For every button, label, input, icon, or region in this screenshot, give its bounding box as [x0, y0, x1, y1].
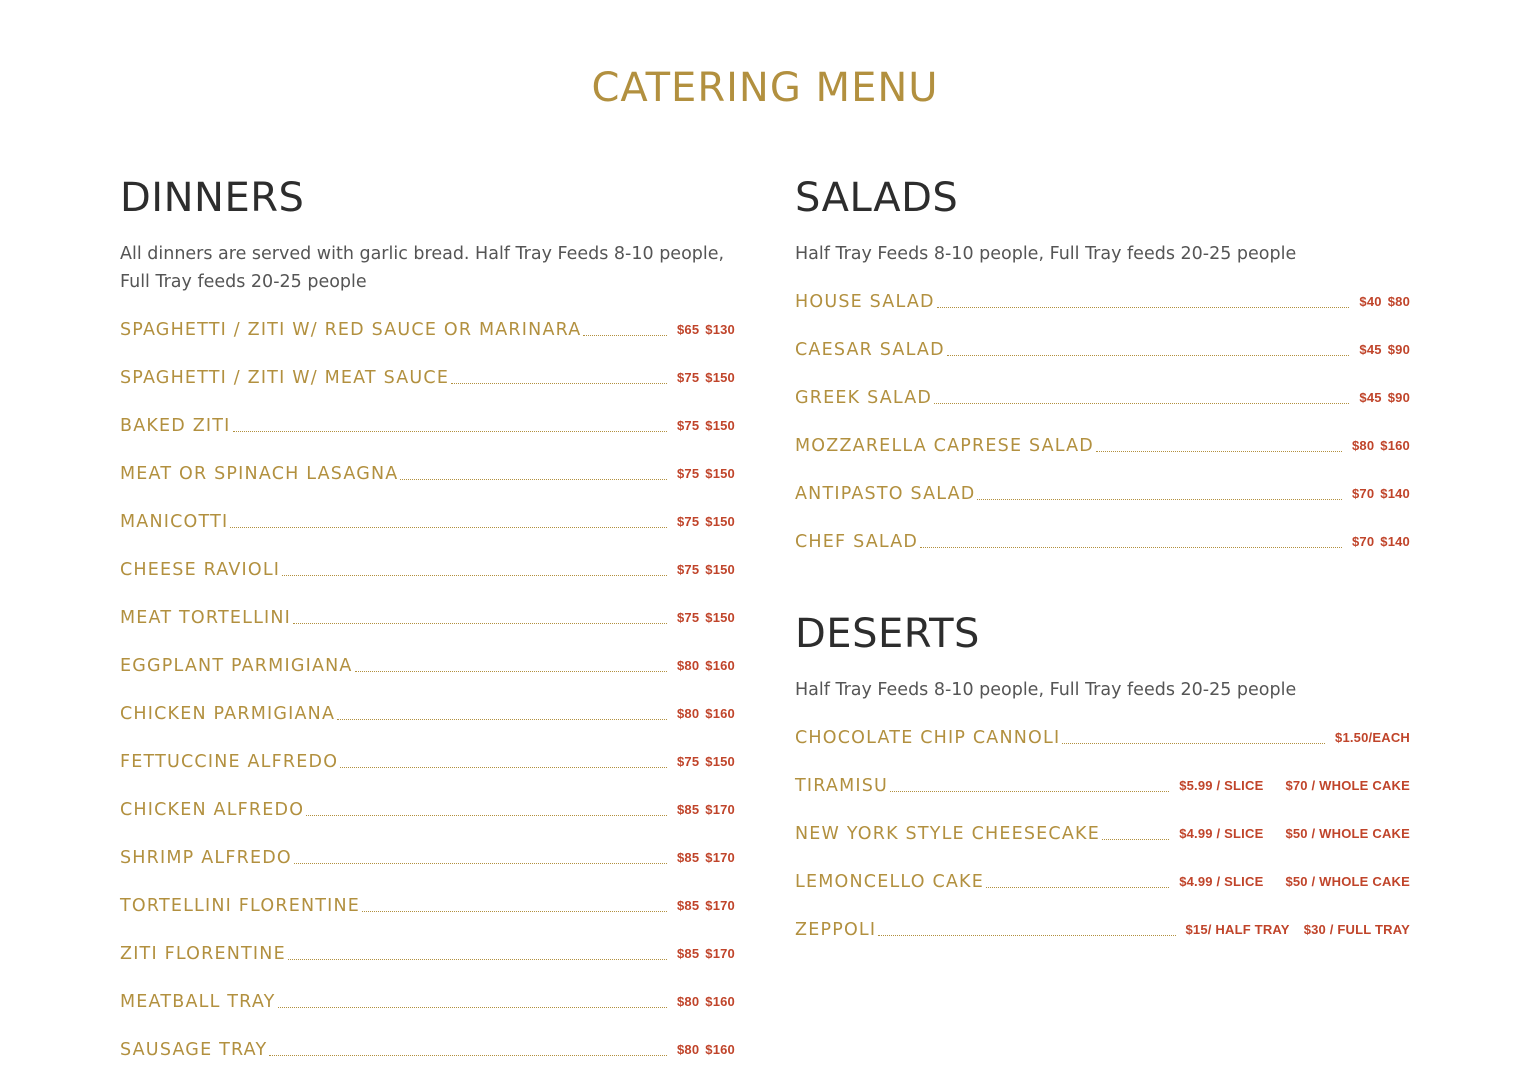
whole-price: $50 / WHOLE CAKE	[1285, 874, 1410, 889]
half-tray-price: $75	[676, 562, 700, 577]
item-prices	[1352, 532, 1410, 562]
dot-leader	[362, 911, 667, 912]
dot-leader	[230, 527, 667, 528]
item-name: HOUSE SALAD	[795, 292, 935, 312]
dinners-column	[120, 174, 735, 1070]
menu-item	[795, 466, 1410, 514]
dot-leader	[947, 355, 1350, 356]
dot-leader	[934, 403, 1349, 404]
item-name: ANTIPASTO SALAD	[795, 484, 976, 504]
full-tray-price: $140	[1380, 534, 1410, 549]
item-prices	[1352, 436, 1410, 466]
half-tray-price: $70	[1351, 534, 1375, 549]
dinners-list	[120, 304, 735, 1070]
full-tray-price: $150	[705, 418, 735, 433]
half-tray-price: $80	[676, 994, 700, 1009]
half-tray-price: $85	[676, 802, 700, 817]
dot-leader	[1102, 839, 1169, 840]
slice-price: $5.99 / SLICE	[1179, 778, 1264, 793]
salads-description: Half Tray Feeds 8-10 people, Full Tray feeds 20-25 people	[795, 244, 1297, 264]
item-prices	[1359, 340, 1410, 370]
item-prices	[677, 608, 735, 638]
half-tray-price: $75	[676, 466, 700, 481]
salads-list	[795, 276, 1410, 562]
dot-leader	[400, 479, 666, 480]
half-tray-price: $85	[676, 850, 700, 865]
item-name: SHRIMP ALFREDO	[120, 848, 292, 868]
item-name: NEW YORK STYLE CHEESECAKE	[795, 824, 1100, 844]
page-title: CATERING MENU	[591, 65, 939, 111]
dot-leader	[890, 791, 1169, 792]
item-prices	[677, 512, 735, 542]
menu-item	[120, 734, 735, 782]
dot-leader	[1096, 451, 1342, 452]
full-tray-price: $170	[705, 898, 735, 913]
half-tray-price: $80	[676, 1042, 700, 1057]
full-tray-price: $160	[705, 706, 735, 721]
full-tray-price: $80	[1387, 294, 1410, 309]
deserts-heading: DESERTS	[795, 611, 980, 657]
deserts-list	[795, 712, 1410, 950]
dot-leader	[233, 431, 667, 432]
slice-price: $4.99 / SLICE	[1179, 826, 1264, 841]
menu-item	[795, 854, 1410, 902]
full-tray-price: $150	[705, 754, 735, 769]
item-prices	[1359, 388, 1410, 418]
salads-deserts-column	[795, 174, 1410, 950]
item-prices	[677, 656, 735, 686]
salads-section	[795, 174, 1410, 562]
full-tray-price: $150	[705, 466, 735, 481]
half-tray-price: $85	[676, 898, 700, 913]
full-tray-price: $90	[1387, 390, 1410, 405]
item-name: BAKED ZITI	[120, 416, 231, 436]
item-name: MOZZARELLA CAPRESE SALAD	[795, 436, 1094, 456]
dinners-description: All dinners are served with garlic bread. Half Tray Feeds 8-10 people, Full Tray feeds 20-25 people	[120, 244, 725, 292]
dot-leader	[920, 547, 1342, 548]
item-name: CHICKEN ALFREDO	[120, 800, 305, 820]
dot-leader	[340, 767, 667, 768]
item-prices	[677, 368, 735, 398]
half-tray-price: $80	[1351, 438, 1375, 453]
half-tray-price: $75	[676, 370, 700, 385]
half-tray-price: $80	[676, 706, 700, 721]
dot-leader	[337, 719, 667, 720]
item-name: CHICKEN PARMIGIANA	[120, 704, 336, 724]
item-prices	[677, 416, 735, 446]
item-prices	[677, 560, 735, 590]
item-name: EGGPLANT PARMIGIANA	[120, 656, 353, 676]
half-tray-price: $1.50/EACH	[1335, 730, 1410, 745]
menu-item	[120, 304, 735, 350]
half-tray-price: $45	[1359, 390, 1382, 405]
dot-leader	[451, 383, 667, 384]
item-prices	[1359, 292, 1410, 322]
item-name: MANICOTTI	[120, 512, 229, 532]
menu-item	[120, 350, 735, 398]
menu-item	[120, 398, 735, 446]
full-tray-price: $170	[705, 946, 735, 961]
dot-leader	[293, 623, 667, 624]
half-tray-price: $75	[676, 418, 700, 433]
salads-heading: SALADS	[795, 175, 959, 221]
item-name: FETTUCCINE ALFREDO	[120, 752, 339, 772]
dot-leader	[306, 815, 667, 816]
menu-item	[120, 686, 735, 734]
full-tray-price: $160	[705, 994, 735, 1009]
full-tray-price: $150	[705, 610, 735, 625]
item-name: SPAGHETTI / ZITI W/ RED SAUCE OR MARINARA	[120, 320, 582, 340]
full-tray-price: $150	[705, 562, 735, 577]
menu-item	[795, 322, 1410, 370]
dot-leader	[583, 335, 667, 336]
menu-item	[795, 276, 1410, 322]
menu-item	[795, 712, 1410, 758]
item-prices	[677, 848, 735, 878]
item-prices	[677, 320, 735, 350]
item-name: SAUSAGE TRAY	[120, 1040, 268, 1060]
half-tray-price: $45	[1359, 342, 1382, 357]
item-prices	[677, 752, 735, 782]
dot-leader	[986, 887, 1169, 888]
half-tray-price: $75	[676, 754, 700, 769]
item-prices	[1186, 920, 1411, 950]
item-prices	[677, 1040, 735, 1070]
half-tray-price: $70	[1351, 486, 1375, 501]
full-tray-price: $150	[705, 514, 735, 529]
item-prices	[1352, 484, 1410, 514]
item-prices	[677, 992, 735, 1022]
menu-item	[120, 494, 735, 542]
dinners-heading: DINNERS	[120, 175, 305, 221]
full-tray-price: $150	[705, 370, 735, 385]
item-prices	[677, 944, 735, 974]
menu-item	[795, 758, 1410, 806]
menu-item	[120, 878, 735, 926]
half-tray-price: $65	[676, 322, 700, 337]
menu-item	[795, 418, 1410, 466]
full-tray-price: $90	[1387, 342, 1410, 357]
full-tray-price: $160	[1380, 438, 1410, 453]
dot-leader	[937, 307, 1350, 308]
full-tray-price: $130	[705, 322, 735, 337]
menu-item	[120, 446, 735, 494]
dot-leader	[977, 499, 1342, 500]
menu-item	[795, 514, 1410, 562]
item-prices	[1179, 872, 1410, 902]
item-prices	[677, 464, 735, 494]
item-name: TIRAMISU	[795, 776, 889, 796]
item-prices	[1179, 824, 1410, 854]
item-prices	[1335, 728, 1410, 758]
menu-item	[120, 590, 735, 638]
half-tray-price: $75	[676, 514, 700, 529]
dot-leader	[282, 575, 667, 576]
dot-leader	[878, 935, 1175, 936]
item-name: CHEF SALAD	[795, 532, 919, 552]
menu-item	[120, 542, 735, 590]
half-tray-price: $85	[676, 946, 700, 961]
slice-price: $4.99 / SLICE	[1179, 874, 1264, 889]
menu-item	[795, 370, 1410, 418]
item-prices	[677, 704, 735, 734]
full-tray-price: $30 / FULL TRAY	[1303, 922, 1410, 937]
full-tray-price: $160	[705, 658, 735, 673]
menu-item	[120, 830, 735, 878]
item-name: GREEK SALAD	[795, 388, 933, 408]
full-tray-price: $160	[705, 1042, 735, 1057]
item-name: CHOCOLATE CHIP CANNOLI	[795, 728, 1061, 748]
item-prices	[677, 800, 735, 830]
whole-price: $70 / WHOLE CAKE	[1285, 778, 1410, 793]
dot-leader	[288, 959, 667, 960]
full-tray-price: $170	[705, 850, 735, 865]
full-tray-price: $140	[1380, 486, 1410, 501]
item-name: ZEPPOLI	[795, 920, 877, 940]
item-name: LEMONCELLO CAKE	[795, 872, 984, 892]
menu-item	[795, 902, 1410, 950]
item-name: CHEESE RAVIOLI	[120, 560, 281, 580]
item-prices	[677, 896, 735, 926]
dot-leader	[1062, 743, 1325, 744]
item-name: CAESAR SALAD	[795, 340, 945, 360]
half-tray-price: $40	[1359, 294, 1382, 309]
half-tray-price: $15/ HALF TRAY	[1185, 922, 1290, 937]
deserts-section	[795, 610, 1410, 950]
dot-leader	[294, 863, 667, 864]
item-prices	[1179, 776, 1410, 806]
item-name: MEAT TORTELLINI	[120, 608, 292, 628]
menu-item	[120, 974, 735, 1022]
item-name: SPAGHETTI / ZITI W/ MEAT SAUCE	[120, 368, 450, 388]
item-name: MEATBALL TRAY	[120, 992, 276, 1012]
item-name: ZITI FLORENTINE	[120, 944, 286, 964]
menu-item	[120, 1022, 735, 1070]
menu-item	[120, 926, 735, 974]
dot-leader	[278, 1007, 667, 1008]
item-name: MEAT OR SPINACH LASAGNA	[120, 464, 399, 484]
half-tray-price: $75	[676, 610, 700, 625]
dot-leader	[355, 671, 667, 672]
whole-price: $50 / WHOLE CAKE	[1285, 826, 1410, 841]
menu-item	[120, 638, 735, 686]
dot-leader	[269, 1055, 667, 1056]
item-name: TORTELLINI FLORENTINE	[120, 896, 361, 916]
dinners-section	[120, 174, 735, 1070]
half-tray-price: $80	[676, 658, 700, 673]
menu-item	[795, 806, 1410, 854]
deserts-description: Half Tray Feeds 8-10 people, Full Tray feeds 20-25 people	[795, 680, 1297, 700]
menu-item	[120, 782, 735, 830]
full-tray-price: $170	[705, 802, 735, 817]
